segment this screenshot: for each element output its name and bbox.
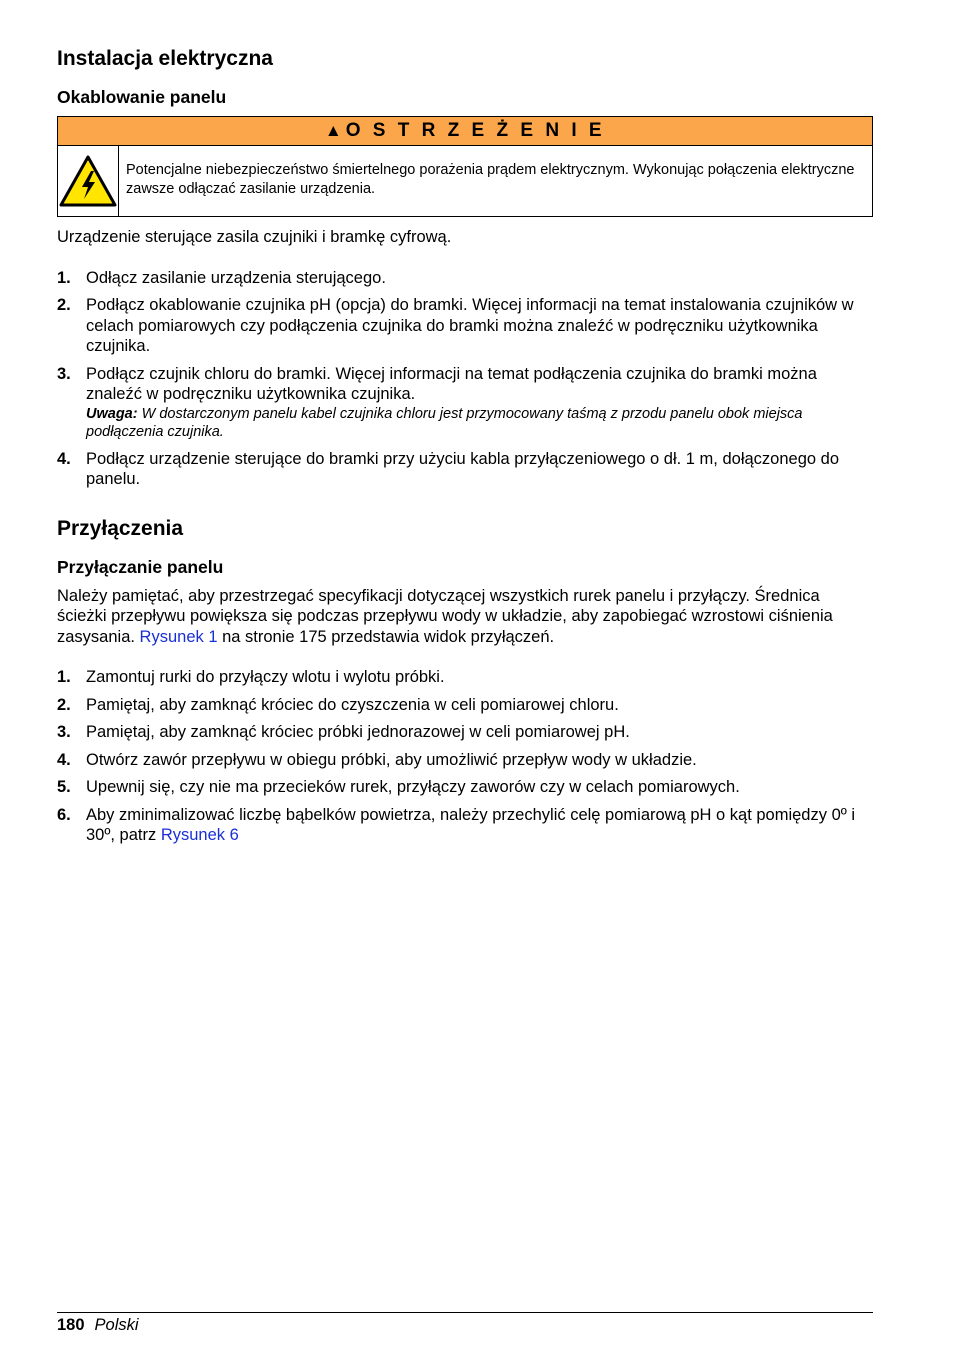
list-item: 1. Odłącz zasilanie urządzenia sterującego. bbox=[57, 268, 386, 287]
section-title-connections: Przyłączenia bbox=[57, 516, 184, 540]
list-item: 6. Aby zminimalizować liczbę bąbelków powietrza, należy przechylić celę pomiarową pH o kąt pomiędzy 0º i 30º, patrz Rysunek 6 bbox=[57, 805, 856, 844]
list-item: 4. Otwórz zawór przepływu w obiegu próbki, aby umożliwić przepływ wody w układzie. bbox=[57, 750, 697, 769]
list-item: 2. Pamiętaj, aby zamknąć króciec do czyszczenia w celi pomiarowej chloru. bbox=[57, 695, 619, 714]
warning-triangle-icon: ▲ bbox=[324, 121, 342, 140]
wiring-steps bbox=[57, 268, 873, 490]
page-number: 180 bbox=[57, 1316, 85, 1334]
subsection-title-wiring: Okablowanie panelu bbox=[57, 87, 227, 107]
list-item: 3. Pamiętaj, aby zamknąć króciec próbki jednorazowej w celi pomiarowej pH. bbox=[57, 723, 630, 741]
footer-language: Polski bbox=[94, 1316, 139, 1334]
connection-steps bbox=[57, 667, 873, 846]
section-title-electrical: Instalacja elektryczna bbox=[57, 47, 273, 70]
document-page bbox=[57, 46, 873, 853]
list-item: 5. Upewnij się, czy nie ma przecieków rurek, przyłączy zaworów czy w celach pomiarowych. bbox=[57, 778, 740, 796]
warning-text: Potencjalne niebezpieczeństwo śmiertelnego porażenia prądem elektrycznym. Wykonując połączenia elektryczne zawsze odłączać zasilanie urządzenia. bbox=[126, 162, 855, 197]
note: Uwaga: W dostarczonym panelu kabel czujnika chloru jest przymocowany taśmą z przodu panelu obok miejsca podłączenia czujnika. bbox=[86, 405, 803, 440]
figure-6-link[interactable]: Rysunek 6 bbox=[160, 826, 239, 844]
page-footer bbox=[57, 1312, 873, 1335]
list-item: 1. Zamontuj rurki do przyłączy wlotu i wylotu próbki. bbox=[57, 668, 445, 686]
warning-header bbox=[58, 117, 872, 146]
wiring-intro: Urządzenie sterujące zasila czujniki i bramkę cyfrową. bbox=[57, 228, 452, 246]
connections-intro: Należy pamiętać, aby przestrzegać specyfikacji dotyczącej wszystkich rurek panelu i przyłączy. Średnica ścieżki przepływu powiększa się podczas przepływu wody w układzie, aby zapobiegać wzrostowi ciśnienia zasysania. Rysunek 1 na stronie 175 przedstawia widok przyłączeń. bbox=[57, 586, 833, 646]
list-item: 2. Podłącz okablowanie czujnika pH (opcja) do bramki. Więcej informacji na temat instalowania czujników w celach pomiarowych czy podłączenia czujnika do bramki można znaleźć w podręczniku użytkownika czujnika. bbox=[57, 296, 854, 355]
electric-hazard-icon bbox=[58, 146, 119, 216]
warning-label: O S T R Z E Ż E N I E bbox=[345, 120, 606, 141]
list-item: 3. Podłącz czujnik chloru do bramki. Więcej informacji na temat podłączenia czujnika do bramki można znaleźć w podręczniku użytkownika czujnika. Uwaga: W dostarczonym panelu kabel czujnika chloru jest przymocowany taśmą z przodu panelu obok miejsca podłączenia czujnika. bbox=[57, 364, 873, 442]
warning-box bbox=[57, 116, 873, 217]
subsection-title-panel-connection: Przyłączanie panelu bbox=[57, 556, 224, 577]
list-item: 4. Podłącz urządzenie sterujące do bramki przy użyciu kabla przyłączeniowego o dł. 1 m, dołączonego do panelu. bbox=[57, 449, 839, 488]
figure-1-link[interactable]: Rysunek 1 bbox=[139, 627, 218, 646]
